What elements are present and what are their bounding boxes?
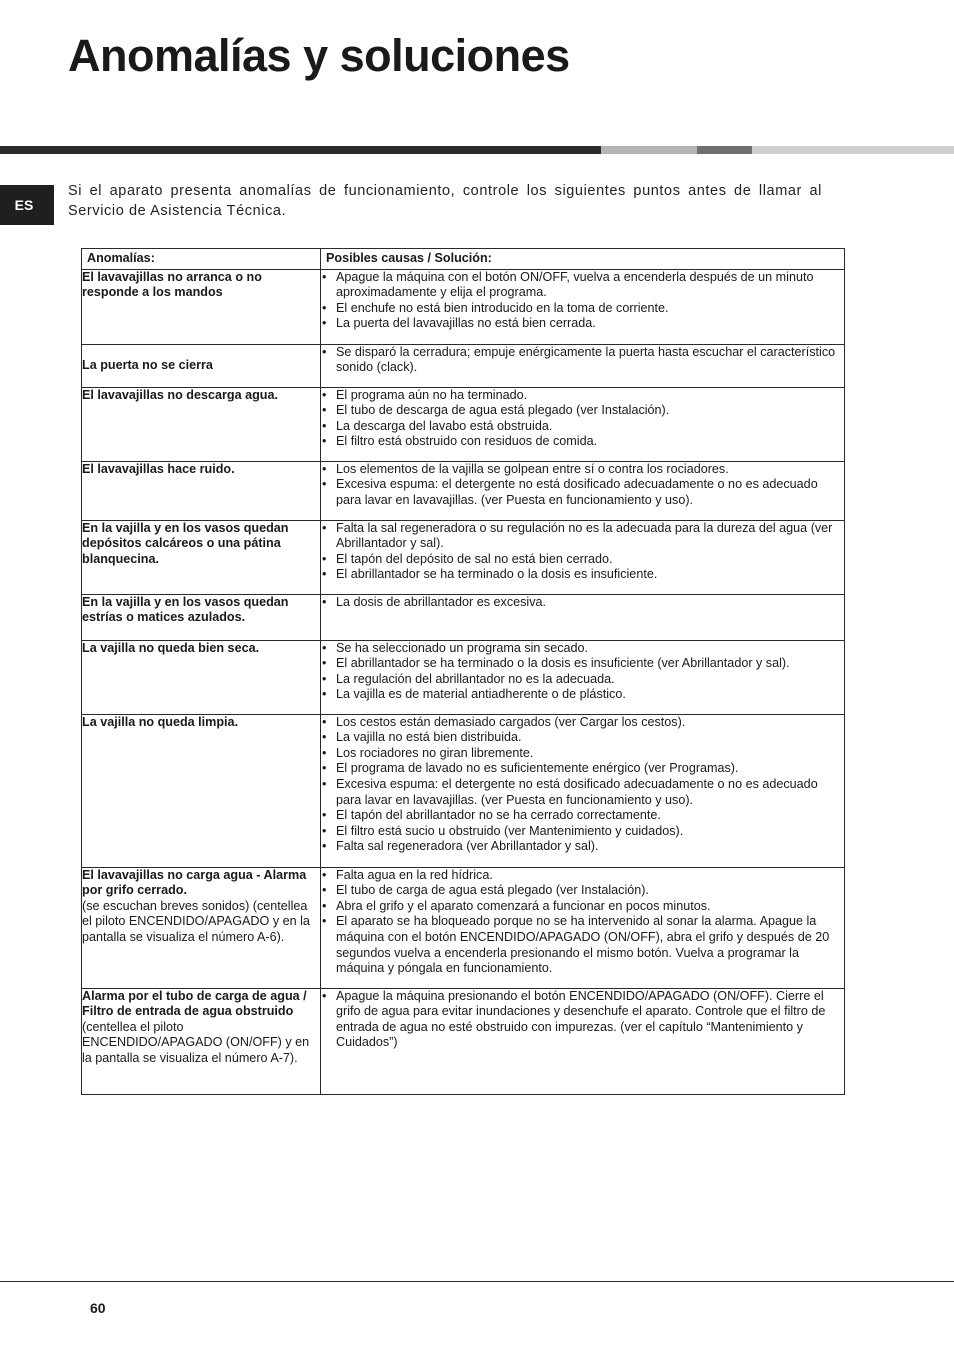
- troubleshooting-table: [81, 248, 845, 1095]
- cause-item: • La regulación del abrillantador no es la adecuada.: [321, 672, 844, 688]
- table-row: [82, 594, 845, 640]
- table-header-row: [82, 249, 845, 270]
- anomaly-note: (centellea el piloto ENCENDIDO/APAGADO (ON/OFF) y en la pantalla se visualiza el número A-7).: [82, 1019, 310, 1065]
- anomaly-cell: [82, 988, 321, 1094]
- cause-item: • Falta agua en la red hídrica.: [321, 868, 844, 884]
- cause-item: • Apague la máquina con el botón ON/OFF, vuelva a encenderla después de un minuto aproximadamente y elija el programa.: [321, 270, 844, 301]
- solution-cell: [321, 520, 845, 594]
- anomaly-cell: [82, 344, 321, 387]
- causes-list: [321, 715, 844, 855]
- page-number: 60: [90, 1300, 106, 1316]
- cause-item: • La puerta del lavavajillas no está bien cerrada.: [321, 316, 844, 332]
- solution-cell: [321, 387, 845, 461]
- table-row: [82, 344, 845, 387]
- header-rule-light: [601, 146, 697, 154]
- causes-list: [321, 462, 844, 509]
- solution-cell: [321, 344, 845, 387]
- page-title: Anomalías y soluciones: [68, 30, 570, 81]
- anomaly-title: El lavavajillas hace ruido.: [82, 461, 235, 476]
- anomaly-title: El lavavajillas no arranca o no responde a los mandos: [82, 269, 262, 300]
- intro-paragraph: Si el aparato presenta anomalías de funcionamiento, controle los siguientes puntos antes de llamar al Servicio de Asistencia Técnica.: [68, 183, 822, 219]
- anomaly-title: En la vajilla y en los vasos quedan estrías o matices azulados.: [82, 594, 289, 625]
- anomaly-cell: [82, 714, 321, 867]
- anomaly-cell: [82, 269, 321, 344]
- table-row: [82, 714, 845, 867]
- cause-item: • El tubo de carga de agua está plegado (ver Instalación).: [321, 883, 844, 899]
- header-rule-dark: [0, 146, 601, 154]
- anomaly-cell: [82, 520, 321, 594]
- anomaly-cell: [82, 461, 321, 520]
- header-anomalias: Anomalías:: [82, 249, 321, 270]
- cause-item: • La dosis de abrillantador es excesiva.: [321, 595, 844, 611]
- anomaly-title: Alarma por el tubo de carga de agua / Filtro de entrada de agua obstruido: [82, 988, 307, 1019]
- causes-list: [321, 345, 844, 376]
- cause-item: • Apague la máquina presionando el botón ENCENDIDO/APAGADO (ON/OFF). Cierre el grifo de agua para evitar inundaciones y desenchufe el aparato. Controle que el filtro de entrada de agua no esté obstruido con impurezas. (ver el capítulo “Mantenimiento y Cuidados”): [321, 989, 844, 1051]
- header-rule-mid: [697, 146, 752, 154]
- solution-cell: [321, 461, 845, 520]
- solution-cell: [321, 640, 845, 714]
- header-rule-pale: [752, 146, 954, 154]
- footer-rule: [0, 1281, 954, 1282]
- anomaly-cell: [82, 594, 321, 640]
- cause-item: • La vajilla es de material antiadherente o de plástico.: [321, 687, 844, 703]
- anomaly-title: El lavavajillas no descarga agua.: [82, 387, 279, 402]
- header-causas: Posibles causas / Solución:: [321, 249, 845, 270]
- table-row: [82, 867, 845, 988]
- language-tab: ES: [0, 185, 54, 225]
- causes-list: [321, 641, 844, 703]
- cause-item: • Los cestos están demasiado cargados (ver Cargar los cestos).: [321, 715, 844, 731]
- cause-item: • El tapón del abrillantador no se ha cerrado correctamente.: [321, 808, 844, 824]
- anomaly-cell: [82, 387, 321, 461]
- anomaly-title: La vajilla no queda bien seca.: [82, 640, 260, 655]
- cause-item: • Falta la sal regeneradora o su regulación no es la adecuada para la dureza del agua (ver Abrillantador y sal).: [321, 521, 844, 552]
- table-row: [82, 520, 845, 594]
- anomaly-title: En la vajilla y en los vasos quedan depósitos calcáreos o una pátina blanquecina.: [82, 520, 289, 566]
- anomaly-title: La puerta no se cierra: [82, 357, 213, 372]
- cause-item: • El filtro está sucio u obstruido (ver Mantenimiento y cuidados).: [321, 824, 844, 840]
- causes-list: [321, 868, 844, 977]
- cause-item: • Los rociadores no giran libremente.: [321, 746, 844, 762]
- cause-item: • Los elementos de la vajilla se golpean entre sí o contra los rociadores.: [321, 462, 844, 478]
- causes-list: [321, 388, 844, 450]
- table-row: [82, 461, 845, 520]
- cause-item: • El tubo de descarga de agua está plegado (ver Instalación).: [321, 403, 844, 419]
- cause-item: • El programa de lavado no es suficientemente enérgico (ver Programas).: [321, 761, 844, 777]
- table-row: [82, 387, 845, 461]
- cause-item: • Se ha seleccionado un programa sin secado.: [321, 641, 844, 657]
- cause-item: • El filtro está obstruido con residuos de comida.: [321, 434, 844, 450]
- anomaly-title: La vajilla no queda limpia.: [82, 714, 239, 729]
- anomaly-note: (se escuchan breves sonidos) (centellea el piloto ENCENDIDO/APAGADO y en la pantalla se visualiza el número A-6).: [82, 898, 310, 944]
- cause-item: • Falta sal regeneradora (ver Abrillantador y sal).: [321, 839, 844, 855]
- causes-list: [321, 595, 844, 611]
- anomaly-cell: [82, 640, 321, 714]
- anomaly-cell: [82, 867, 321, 988]
- cause-item: • El enchufe no está bien introducido en la toma de corriente.: [321, 301, 844, 317]
- causes-list: [321, 270, 844, 332]
- table-row: [82, 988, 845, 1094]
- solution-cell: [321, 988, 845, 1094]
- cause-item: • El programa aún no ha terminado.: [321, 388, 844, 404]
- cause-item: • La vajilla no está bien distribuida.: [321, 730, 844, 746]
- cause-item: • Se disparó la cerradura; empuje enérgicamente la puerta hasta escuchar el característico sonido (clack).: [321, 345, 844, 376]
- cause-item: • Excesiva espuma: el detergente no está dosificado adecuadamente o no es adecuado para lavar en lavavajillas. (ver Puesta en funcionamiento y uso).: [321, 777, 844, 808]
- causes-list: [321, 521, 844, 583]
- cause-item: • El aparato se ha bloqueado porque no se ha intervenido al sonar la alarma. Apague la máquina con el botón ENCENDIDO/APAGADO (ON/OFF), abra el grifo y después de 20 segundos vuelva a encenderla presionando el mismo botón. Vuelva a programar la máquina y póngala en funcionamiento.: [321, 914, 844, 976]
- cause-item: • El abrillantador se ha terminado o la dosis es insuficiente.: [321, 567, 844, 583]
- table-row: [82, 269, 845, 344]
- anomaly-title: El lavavajillas no carga agua - Alarma por grifo cerrado.: [82, 867, 307, 898]
- causes-list: [321, 989, 844, 1051]
- cause-item: • El abrillantador se ha terminado o la dosis es insuficiente (ver Abrillantador y sal).: [321, 656, 844, 672]
- cause-item: • El tapón del depósito de sal no está bien cerrado.: [321, 552, 844, 568]
- solution-cell: [321, 594, 845, 640]
- cause-item: • La descarga del lavabo está obstruida.: [321, 419, 844, 435]
- solution-cell: [321, 714, 845, 867]
- solution-cell: [321, 269, 845, 344]
- table-row: [82, 640, 845, 714]
- cause-item: • Excesiva espuma: el detergente no está dosificado adecuadamente o no es adecuado para lavar en lavavajillas. (ver Puesta en funcionamiento y uso).: [321, 477, 844, 508]
- cause-item: • Abra el grifo y el aparato comenzará a funcionar en pocos minutos.: [321, 899, 844, 915]
- solution-cell: [321, 867, 845, 988]
